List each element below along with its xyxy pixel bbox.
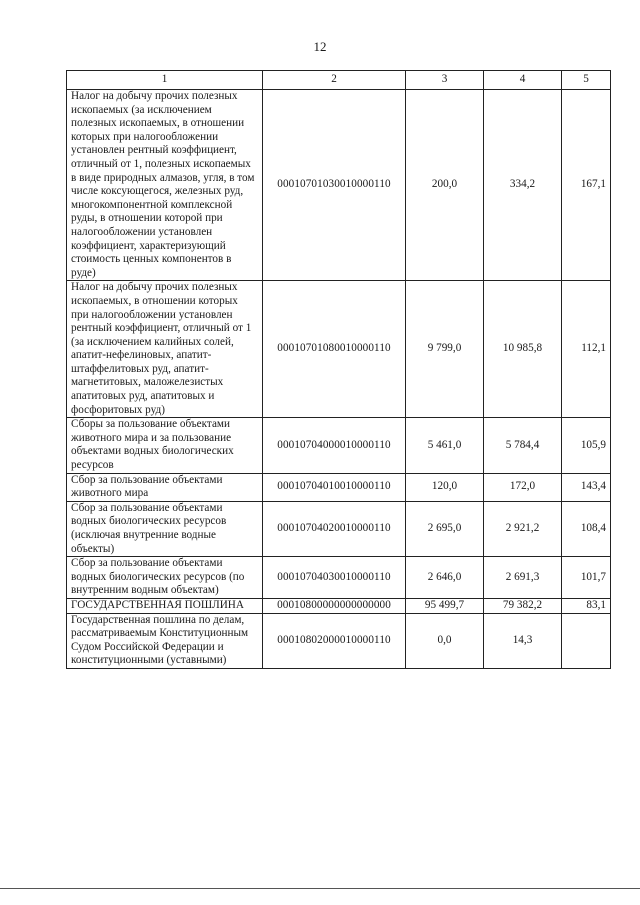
row-code: 00010704000010000110 xyxy=(263,418,406,473)
row-code: 00010701080010000110 xyxy=(263,281,406,418)
row-value-3: 2 695,0 xyxy=(406,501,484,556)
row-code: 00010704030010000110 xyxy=(263,557,406,599)
table-row xyxy=(67,90,611,281)
row-value-5: 101,7 xyxy=(562,557,611,599)
table-row xyxy=(67,557,611,599)
row-code: 00010701030010000110 xyxy=(263,90,406,281)
page-bottom-edge xyxy=(0,888,640,889)
table-row xyxy=(67,281,611,418)
row-value-5 xyxy=(562,613,611,668)
header-col-4: 4 xyxy=(484,71,562,90)
row-code: 00010800000000000000 xyxy=(263,598,406,613)
row-value-3: 2 646,0 xyxy=(406,557,484,599)
row-value-4: 2 921,2 xyxy=(484,501,562,556)
row-value-5: 105,9 xyxy=(562,418,611,473)
table-row xyxy=(67,613,611,668)
row-value-5: 143,4 xyxy=(562,473,611,501)
row-name: Сбор за пользование объектами животного мира xyxy=(67,473,263,501)
page-number: 12 xyxy=(313,39,327,54)
table-row xyxy=(67,418,611,473)
row-code: 00010802000010000110 xyxy=(263,613,406,668)
row-value-3: 5 461,0 xyxy=(406,418,484,473)
row-value-4: 2 691,3 xyxy=(484,557,562,599)
row-value-3: 120,0 xyxy=(406,473,484,501)
row-code: 00010704020010000110 xyxy=(263,501,406,556)
row-name: Налог на добычу прочих полезных ископаемых, в отношении которых при налогообложении установлен рентный коэффициент, отличный от 1 (за исключением калийных солей, апатит-нефелиновых, апатит-штаффелитовых руд, апатит-магнетитовых, маложелезистых апатитовых руд, апатитовых и фосфоритовых руд) xyxy=(67,281,263,418)
row-value-3: 9 799,0 xyxy=(406,281,484,418)
row-value-4: 10 985,8 xyxy=(484,281,562,418)
header-col-2: 2 xyxy=(263,71,406,90)
header-col-3: 3 xyxy=(406,71,484,90)
row-value-5: 108,4 xyxy=(562,501,611,556)
table-row xyxy=(67,501,611,556)
table-row xyxy=(67,598,611,613)
table-row xyxy=(67,473,611,501)
row-name: Сборы за пользование объектами животного мира и за пользование объектами водных биологических ресурсов xyxy=(67,418,263,473)
header-col-5: 5 xyxy=(562,71,611,90)
table-header-row xyxy=(67,71,611,90)
row-value-5: 112,1 xyxy=(562,281,611,418)
row-name: Налог на добычу прочих полезных ископаемых (за исключением полезных ископаемых, в отношении которых при налогообложении установлен рентный коэффициент, отличный от 1, полезных ископаемых в виде природных алмазов, угля, в том числе коксующегося, железных руд, многокомпонентной комплексной руды, в отношении которой при налогообложении установлен коэффициент, характеризующий стоимость ценных компонентов в руде) xyxy=(67,90,263,281)
row-value-5: 167,1 xyxy=(562,90,611,281)
row-name: Государственная пошлина по делам, рассматриваемым Конституционным Судом Российской Федерации и конституционными (уставными) xyxy=(67,613,263,668)
budget-revenue-table xyxy=(66,70,611,669)
row-value-3: 0,0 xyxy=(406,613,484,668)
row-name: ГОСУДАРСТВЕННАЯ ПОШЛИНА xyxy=(67,598,263,613)
row-value-4: 79 382,2 xyxy=(484,598,562,613)
row-name: Сбор за пользование объектами водных биологических ресурсов (по внутренним водным объектам) xyxy=(67,557,263,599)
row-value-4: 334,2 xyxy=(484,90,562,281)
row-value-5: 83,1 xyxy=(562,598,611,613)
row-code: 00010704010010000110 xyxy=(263,473,406,501)
row-value-4: 14,3 xyxy=(484,613,562,668)
row-value-3: 200,0 xyxy=(406,90,484,281)
row-value-3: 95 499,7 xyxy=(406,598,484,613)
row-value-4: 172,0 xyxy=(484,473,562,501)
header-col-1: 1 xyxy=(67,71,263,90)
row-value-4: 5 784,4 xyxy=(484,418,562,473)
row-name: Сбор за пользование объектами водных биологических ресурсов (исключая внутренние водные объекты) xyxy=(67,501,263,556)
